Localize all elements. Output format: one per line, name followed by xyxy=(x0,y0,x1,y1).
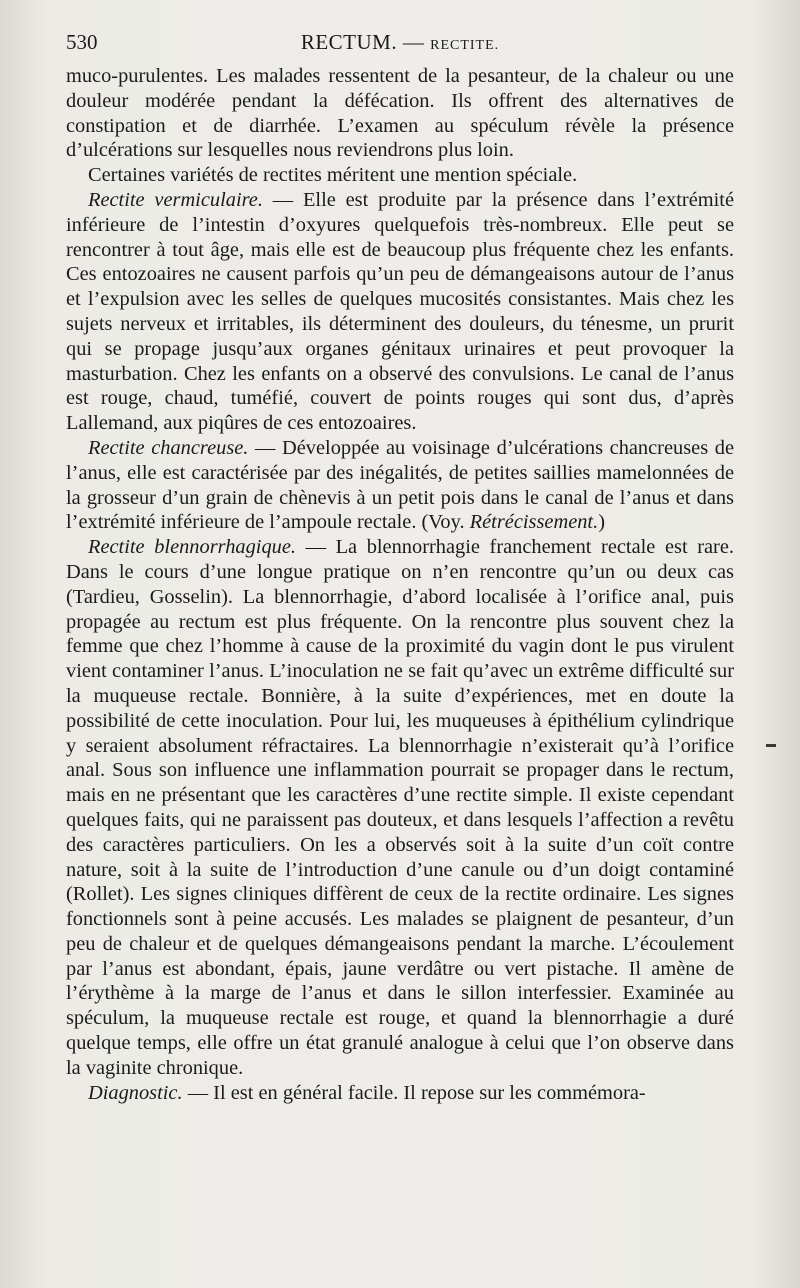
section-title-diagnostic: Diagnostic. xyxy=(88,1081,183,1104)
paragraph-rectite-chancreuse xyxy=(66,436,734,535)
running-head xyxy=(66,30,734,55)
ink-mark xyxy=(766,744,776,747)
section-text-vermiculaire: — Elle est produite par la présence dans l’extrémité inférieure de l’intestin d’oxyures quelquefois très-nombreux. Elle peut se rencontrer à tout âge, mais elle est de beaucoup plus fréquente chez les enfants. Ces entozoaires ne causent parfois qu’un peu de démangeaisons autour de l’anus et l’expulsion avec les selles de quelques mucosités consistantes. Mais chez les sujets nerveux et irritables, ils déterminent des douleurs, du ténesme, un prurit qui se propage jusqu’aux organes génitaux urinaires et peut provoquer la masturbation. Chez les enfants on a observé des convulsions. Le canal de l’anus est rouge, chaud, tuméfié, couvert de points rouges qui sont dus, d’après Lallemand, aux piqûres de ces entozoaires. xyxy=(66,188,734,435)
running-dash: — xyxy=(402,30,425,54)
section-title-blennorrhagique: Rectite blennorrhagique. xyxy=(88,536,296,559)
cross-reference-close: ) xyxy=(598,511,605,534)
section-text-chancreuse: — Développée au voisinage d’ulcérations chancreuses de l’anus, elle est caractérisée par des inégalités, de petites saillies mamelonnées de la grosseur d’un grain de chènevis à un petit pois dans le canal de l’anus et dans l’extrémité inférieure de l’ampoule rectale. (Voy. xyxy=(66,436,734,534)
section-title-vermiculaire: Rectite vermiculaire. xyxy=(88,188,263,211)
running-title: RECTUM. xyxy=(300,30,398,54)
cross-reference: Rétrécissement. xyxy=(469,511,599,534)
paragraph-diagnostic xyxy=(66,1081,734,1106)
paragraph-rectite-vermiculaire xyxy=(66,188,734,436)
section-text-blennorrhagique: — La blennorrhagie franchement rectale est rare. Dans le cours d’une longue pratique on n’en rencontre qu’un ou deux cas (Tardieu, Gosselin). La blennorrhagie, d’abord localisée à l’orifice anal, puis propagée au rectum est plus fréquente. On la rencontre plus souvent chez la femme que chez l’homme à cause de la proximité du vagin dont le pus virulent vient contaminer l’anus. L’inoculation ne se fait qu’avec un extrême difficulté sur la muqueuse rectale. Bonnière, à la suite d’expériences, met en doute la possibilité de cette inoculation. Pour lui, les muqueuses à épithélium cylindrique y seraient absolument réfractaires. La blennorrhagie n’existerait qu’à l’orifice anal. Sous son influence une inflammation pourrait se propager dans le rectum, mais en ne présentant que les caractères d’une rectite simple. Il existe cependant quelques faits, qui ne paraissent pas douteux, et dans lesquels l’affection a revêtu des caractères particuliers. On les a observés soit à la suite d’un coït contre nature, soit à la suite de l’introduction d’une canule ou d’un doigt contaminé (Rollet). Les signes cliniques diffèrent de ceux de la rectite ordinaire. Les signes fonctionnels sont à peine accusés. Les malades se plaignent de pesanteur, d’un peu de chaleur et de quelques démangeaisons pendant la marche. L’écoulement par l’anus est abondant, épais, jaune verdâtre ou vert pistache. Il amène de l’érythème à la marge de l’anus et dans le sillon interfessier. Examinée au spéculum, la muqueuse rectale est rouge, et quand la blennorrhagie a duré quelque temps, elle offre un état granulé analogue à celui que l’on observe dans la vaginite chronique. xyxy=(66,536,734,1079)
paragraph-rectite-blennorrhagique xyxy=(66,535,734,1081)
section-title-chancreuse: Rectite chancreuse. xyxy=(88,436,249,459)
running-subtitle: RECTITE. xyxy=(430,38,500,53)
paragraph-intro: Certaines variétés de rectites méritent une mention spéciale. xyxy=(88,164,578,187)
page-number: 530 xyxy=(66,30,98,54)
paragraph-continuation: muco-purulentes. Les malades ressentent de la pesanteur, de la chaleur ou une douleur modérée pendant la défécation. Ils offrent des alternatives de constipation et de diarrhée. L’examen au spéculum révèle la présence d’ulcérations sur lesquelles nous reviendrons plus loin. xyxy=(66,65,734,162)
body-text xyxy=(66,64,734,1105)
page-header xyxy=(66,30,734,60)
section-text-diagnostic: — Il est en général facile. Il repose sur les commémora- xyxy=(182,1081,646,1104)
